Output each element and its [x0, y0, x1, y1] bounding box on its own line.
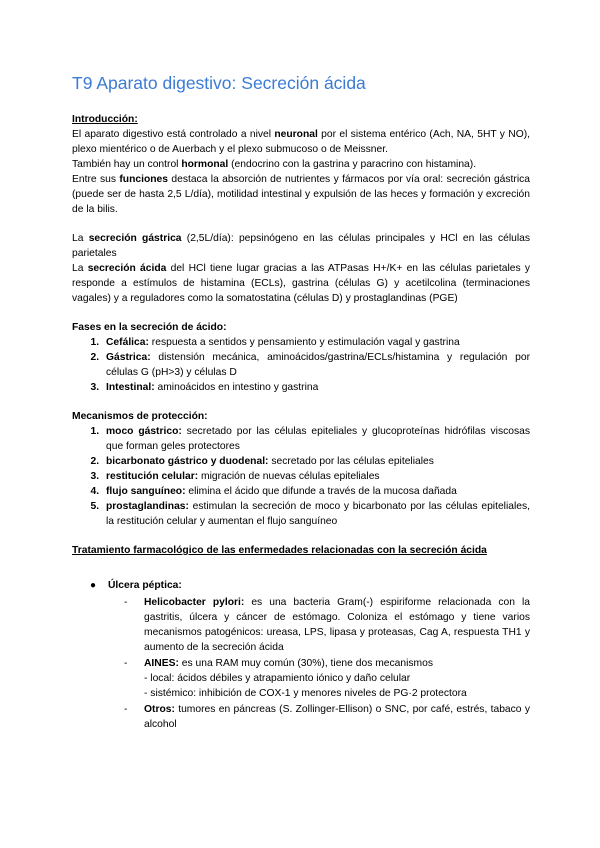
protection-text: secretado por las células epiteliales [268, 456, 434, 467]
text-run: destaca la absorción de nutrientes y fármacos por vía oral: secreción gástrica (puede ser de hasta 2,5 L/día), motilidad intestinal y expulsión de las heces y formación y excreción de la bilis. [72, 174, 530, 215]
cause-text: es una RAM muy común (30%), tiene dos mecanismos [178, 658, 433, 669]
dash-icon: - [124, 704, 128, 715]
treatment-bullet-list [72, 578, 530, 732]
spacer [72, 217, 530, 231]
ulcer-title: Úlcera péptica: [108, 580, 182, 591]
phases-heading: Fases en la secreción de ácido: [72, 322, 227, 333]
text-run: Entre sus [72, 174, 120, 185]
cause-term: Otros: [144, 704, 175, 715]
spacer [72, 529, 530, 543]
aines-systemic-line: - sistémico: inhibición de COX-1 y menores niveles de PG·2 protectora [144, 688, 467, 699]
intro-paragraph-neuronal [72, 127, 530, 157]
protection-section [72, 409, 530, 529]
text-run: La [72, 233, 89, 244]
dash-icon: - [124, 658, 128, 669]
phase-term: Cefálica: [106, 337, 149, 348]
bold-term: secreción ácida [87, 263, 167, 274]
list-item [124, 702, 530, 732]
protection-list [72, 424, 530, 529]
protection-term: flujo sanguíneo: [106, 486, 186, 497]
dash-icon: - [124, 597, 128, 608]
text-run: También hay un control [72, 159, 182, 170]
protection-term: moco gástrico: [106, 426, 182, 437]
list-item [102, 484, 530, 499]
spacer [72, 395, 530, 409]
list-item [102, 350, 530, 380]
text-run: La [72, 263, 88, 274]
list-item [102, 424, 530, 454]
bold-term: neuronal [274, 129, 318, 140]
spacer [72, 306, 530, 320]
list-item [102, 469, 530, 484]
intro-paragraph-hormonal [72, 157, 530, 172]
protection-text: estimulan la secreción de moco y bicarbonato por las células epiteliales, la restitución celular y aumentan el flujo sanguíneo [106, 501, 530, 527]
treatment-heading: Tratamiento farmacológico de las enfermedades relacionadas con la secreción ácida [72, 545, 487, 556]
phase-term: Gástrica: [106, 352, 151, 363]
intro-paragraph-funciones [72, 172, 530, 217]
phase-text: distensión mecánica, aminoácidos/gastrina/ECLs/histamina y regulación por células G (pH>3) y células D [106, 352, 530, 378]
protection-text: secretado por las células epiteliales y glucoproteínas hidrófilas viscosas que forman geles protectores [106, 426, 531, 452]
secretion-gastric-paragraph [72, 231, 530, 261]
cause-term: Helicobacter pylori: [144, 597, 245, 608]
secretion-acid-paragraph [72, 261, 530, 306]
protection-term: prostaglandinas: [106, 501, 189, 512]
treatment-section [72, 543, 530, 732]
page-title: T9 Aparato digestivo: Secreción ácida [72, 73, 366, 93]
intro-heading: Introducción: [72, 114, 138, 125]
cause-term: AINES: [144, 658, 179, 669]
aines-local-line: - local: ácidos débiles y atrapamiento iónico y daño celular [144, 673, 411, 684]
phase-term: Intestinal: [106, 382, 155, 393]
list-item [90, 578, 530, 732]
bold-term: secreción gástrica [88, 233, 182, 244]
protection-text: migración de nuevas células epiteliales [198, 471, 380, 482]
list-item [124, 595, 530, 655]
cause-text: es una bacteria Gram(-) espiriforme relacionada con la gastritis, úlcera y cáncer de estómago. Coloniza el estómago y tiene varios mecanismos patogénicos: ureasa, LPS, lipasa y proteasas, Cag A, respuesta TH1 y aumento de la secreción ácida [144, 597, 530, 653]
text-run: del HCl tiene lugar gracias a las ATPasas H+/K+ en las células parietales y responde a estímulos de histamina (ECLs), gastrina (células G) y acetilcolina (terminaciones vagales) y a reguladores como la somatostatina (células D) y prostaglandinas (PGE) [72, 263, 530, 304]
phase-text: respuesta a sentidos y pensamiento y estimulación vagal y gastrina [148, 337, 460, 348]
protection-text: elimina el ácido que difunde a través de la mucosa dañada [185, 486, 457, 497]
list-item [124, 656, 530, 701]
list-item [102, 380, 530, 395]
bold-term: hormonal [181, 159, 229, 170]
phases-section [72, 320, 530, 395]
bullet-icon: ● [90, 580, 97, 591]
document-page [72, 72, 530, 733]
text-run: El aparato digestivo está controlado a nivel [72, 129, 275, 140]
protection-term: bicarbonato gástrico y duodenal: [106, 456, 269, 467]
list-item [102, 499, 530, 529]
spacer [72, 568, 530, 578]
protection-term: restitución celular: [106, 471, 199, 482]
text-run: por el sistema entérico (Ach, NA, 5HT y NO), plexo mientérico o de Auerbach y el plexo submucoso o de Meissner. [72, 129, 530, 155]
intro-section [72, 112, 530, 217]
list-item [102, 454, 530, 469]
phase-text: aminoácidos en intestino y gastrina [154, 382, 319, 393]
spacer [72, 558, 530, 568]
secretion-section [72, 231, 530, 306]
text-run: (2,5L/día): pepsinógeno en las células principales y HCl en las células parietales [72, 233, 530, 259]
phases-list [72, 335, 530, 395]
text-run: (endocrino con la gastrina y paracrino con histamina). [228, 159, 477, 170]
list-item [102, 335, 530, 350]
ulcer-causes-list [108, 595, 530, 732]
cause-text: tumores en páncreas (S. Zollinger-Ellison) o SNC, por café, estrés, tabaco y alcohol [144, 704, 530, 730]
bold-term: funciones [119, 174, 168, 185]
protection-heading: Mecanismos de protección: [72, 411, 208, 422]
